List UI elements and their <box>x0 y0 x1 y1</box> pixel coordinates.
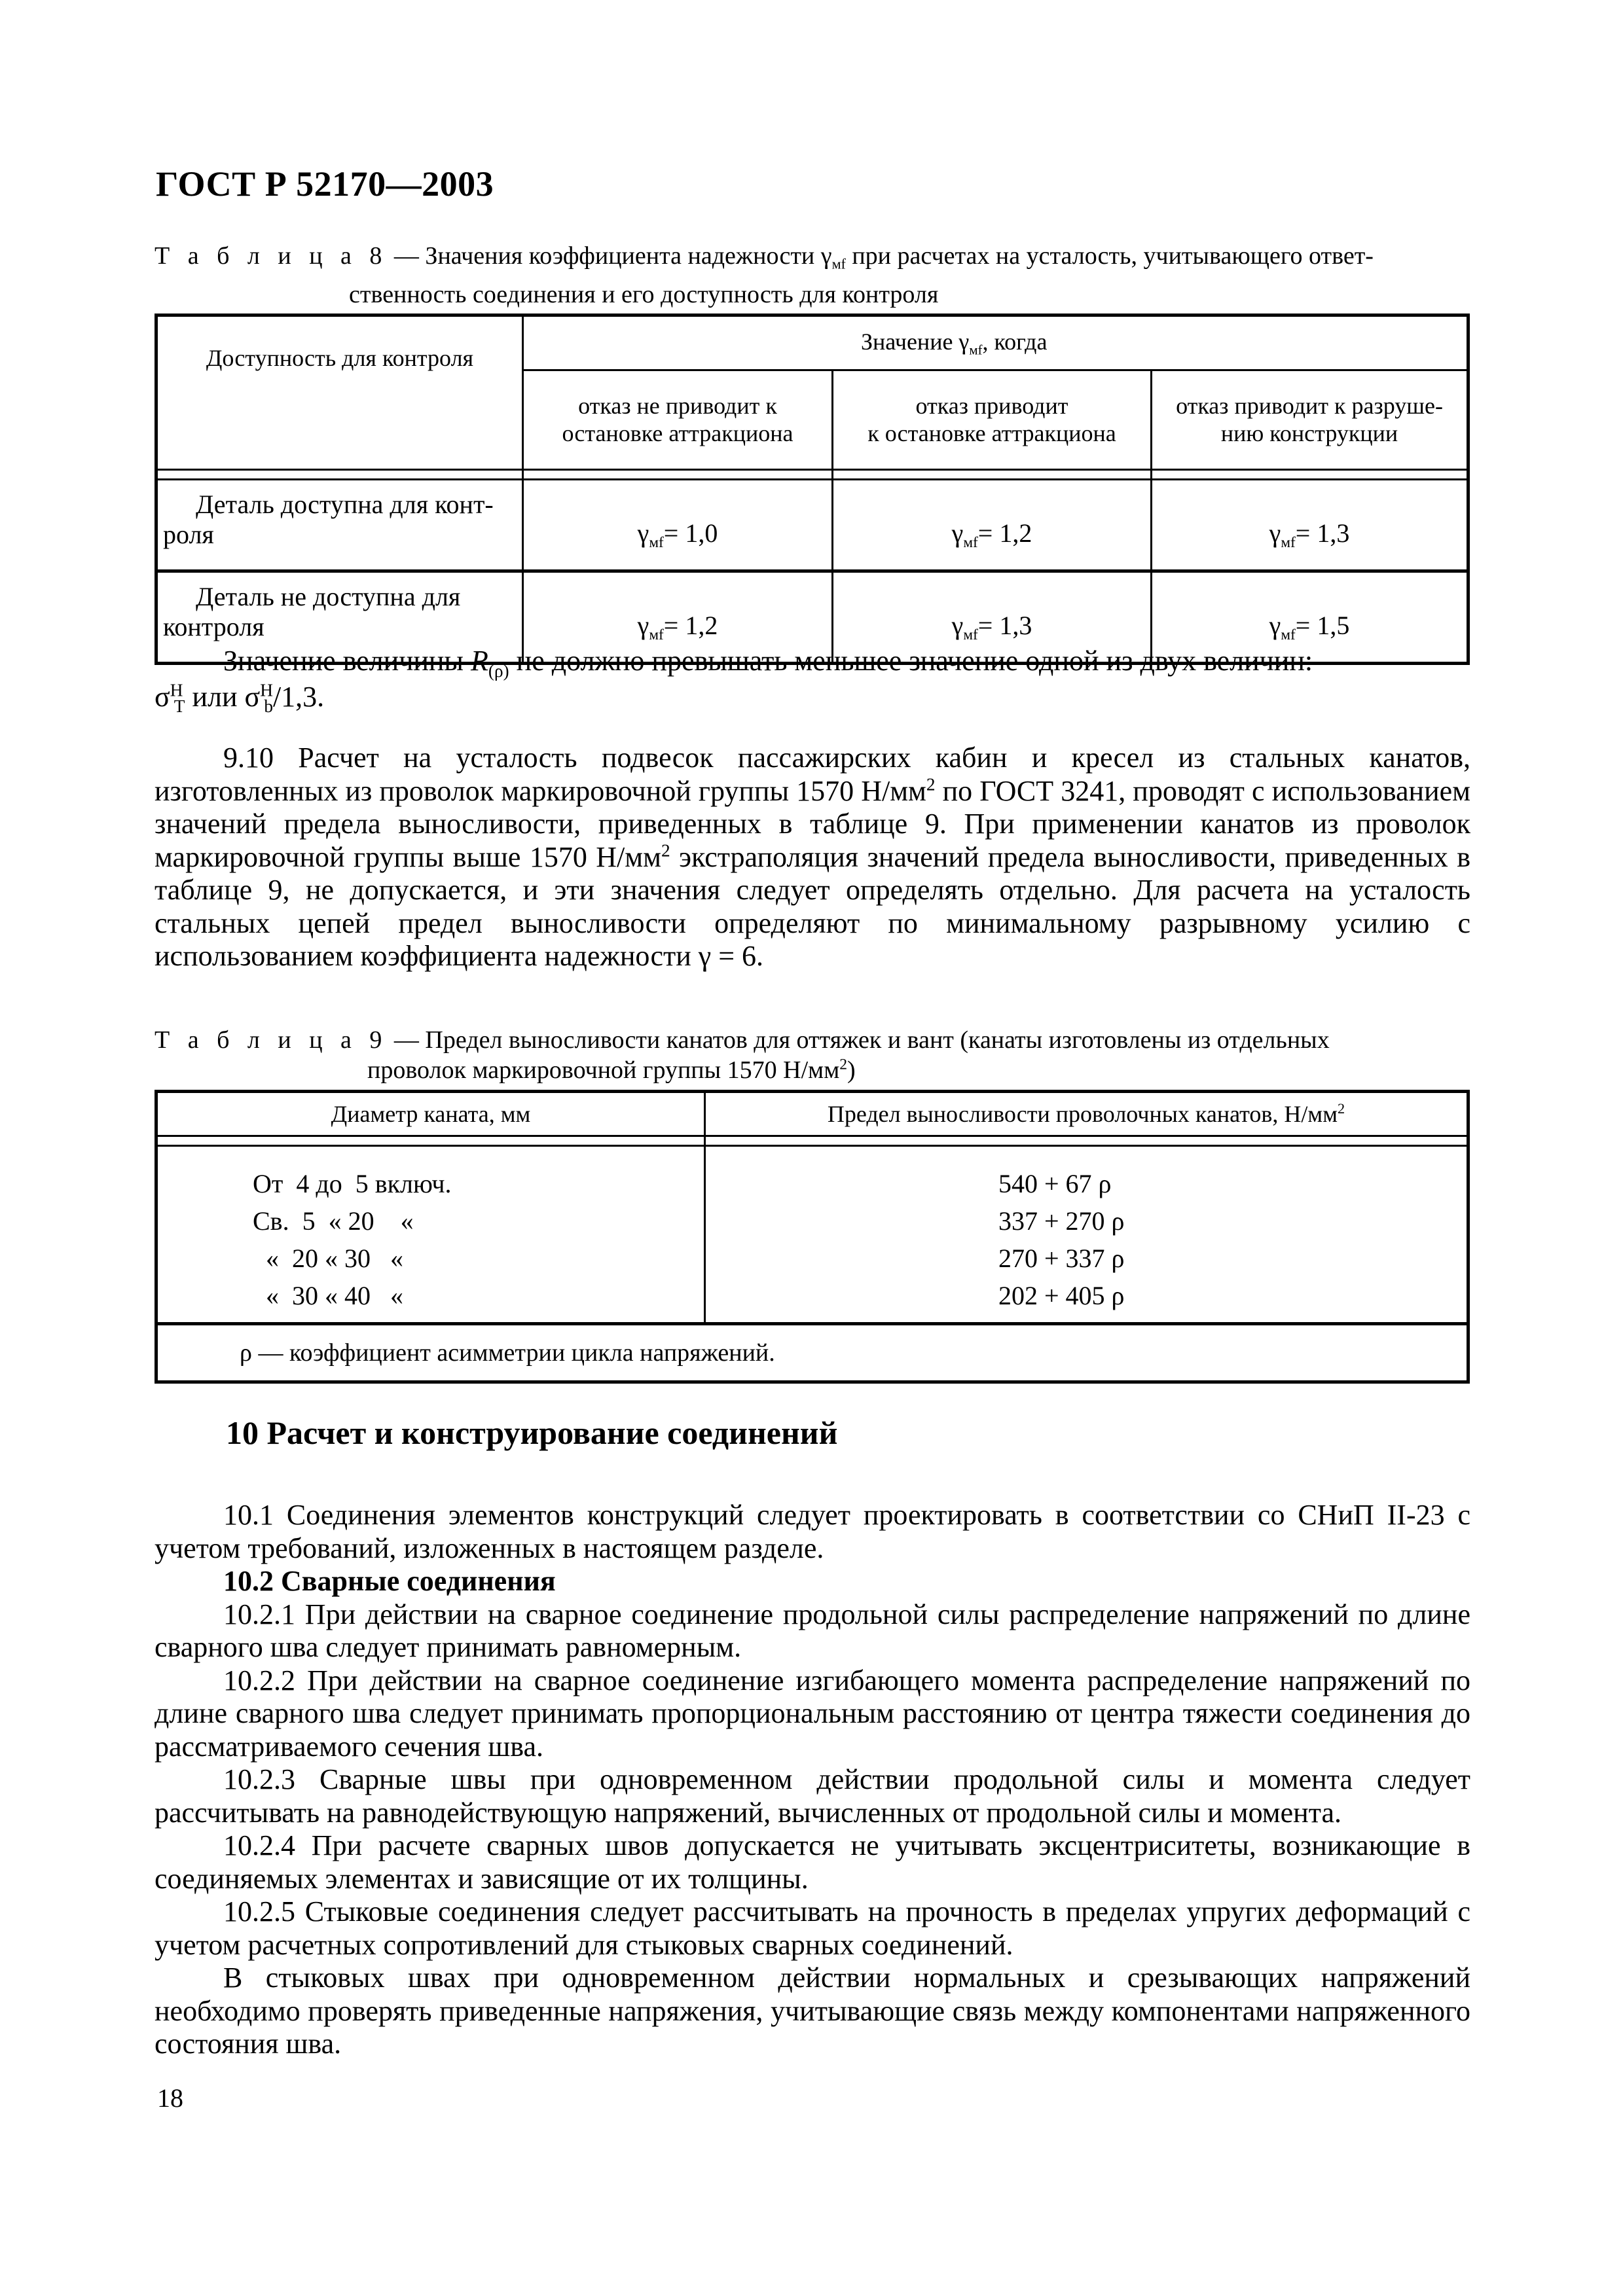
limit-value: 202 + 405 ρ <box>998 1281 1125 1310</box>
paragraph-10-2-3: 10.2.3 Сварные швы при одновременном действии продольной силы и момента следует рассчитывать на равнодействующую напряжений, вычисленных от продольной силы и момента. <box>155 1763 1470 1829</box>
table8-subheader: отказ приводит к остановке аттракциона <box>833 370 1152 469</box>
diameter-value: Св. 5 « 20 « <box>253 1206 414 1236</box>
diameter-value: « 30 « 40 « <box>253 1281 403 1310</box>
row-label: Деталь не доступна для контроля <box>156 571 523 664</box>
paragraph-10-2-1: 10.2.1 При действии на сварное соединение продольной силы распределение напряжений по длине сварного шва следует принимать равномерным. <box>155 1598 1470 1663</box>
table8 <box>155 314 1470 665</box>
table9-caption: Т а б л и ц а 9 — Предел выносливости канатов для оттяжек и вант (канаты изготовлены из отдельных проволок маркировочной группы 1570 $Н/мм^2$) <box>155 1026 1330 1084</box>
table8-col-header-availability: Доступность для контроля <box>156 315 523 470</box>
table8-caption: Т а б л и ц а 8 — Значения коэффициента надежности $\gamma_{мf}$ при расчетах на усталость, учитывающего ответ- ственность соединения и его доступность для контроля <box>155 242 1374 308</box>
paragraph-r-limit: Значение величины $R_{(\rho)}$ не должно превышать меньшее значение одной из двух величин: $\sigma^Н_Т$ или $\sigma^Н_b/1,3$. <box>155 645 1313 717</box>
table9-note: ρ — коэффициент асимметрии цикла напряжений. <box>156 1324 1468 1382</box>
diameter-column <box>156 1146 705 1324</box>
diameter-value: « 20 « 30 « <box>253 1244 403 1273</box>
table9-caption-label: Т а б л и ц а 9 <box>155 1026 388 1054</box>
cell-value: $\gamma_{мf}= 1,3$ <box>1152 480 1468 571</box>
table-row <box>156 1146 1468 1324</box>
paragraph-10-2-4: 10.2.4 При расчете сварных швов допускается не учитывать эксцентриситеты, возникающие в соединяемых элементах и зависящие от их толщины. <box>155 1829 1470 1895</box>
limit-value: 540 + 67 ρ <box>998 1169 1112 1198</box>
paragraph-10-1: 10.1 Соединения элементов конструкций следует проектировать в соответствии со СНиП II-23 с учетом требований, изложенных в настоящем разделе. <box>155 1499 1470 1564</box>
table8-subheader: отказ не приводит к остановке аттракциона <box>523 370 833 469</box>
cell-value: $\gamma_{мf}= 1,5$ <box>1152 571 1468 664</box>
table-row <box>156 480 1468 571</box>
cell-value: $\gamma_{мf}= 1,2$ <box>833 480 1152 571</box>
table8-caption-label: Т а б л и ц а 8 <box>155 242 388 270</box>
subsection-heading: 10.2 Сварные соединения <box>223 1565 556 1597</box>
limit-value: 270 + 337 ρ <box>998 1244 1125 1273</box>
cell-value: $\gamma_{мf}= 1,3$ <box>833 571 1152 664</box>
limit-column <box>705 1146 1468 1324</box>
section10-body <box>155 1499 1470 2061</box>
paragraph-9-10: 9.10 Расчет на усталость подвесок пассажирских кабин и кресел из стальных канатов, изготовленных из проволок маркировочной группы 1570 $Н/мм^2$ по ГОСТ 3241, проводят с использованием значений предела выносливости, приведенных в таблице 9. При применении канатов из проволок маркировочной группы выше 1570 $Н/мм^2$ экстраполяция значений предела выносливости, приведенных в таблице 9, не допускается, и эти значения следует определять отдельно. Для расчета на усталость стальных цепей предел выносливости определяют по минимальному разрывному усилию с использованием коэффициента надежности γ = 6. <box>155 742 1471 972</box>
document-header: ГОСТ Р 52170—2003 <box>156 164 494 204</box>
diameter-value: От 4 до 5 включ. <box>253 1169 452 1198</box>
paragraph-butt-welds: В стыковых швах при одновременном действии нормальных и срезывающих напряжений необходимо проверять приведенные напряжения, учитывающие связь между компонентами напряженного состояния шва. <box>155 1962 1470 2060</box>
table8-subheader: отказ приводит к разруше- нию конструкции <box>1152 370 1468 469</box>
table9 <box>155 1090 1470 1384</box>
paragraph-10-2-5: 10.2.5 Стыковые соединения следует рассчитывать на прочность в пределах упругих деформаций с учетом расчетных сопротивлений для стыковых сварных соединений. <box>155 1895 1470 1961</box>
table9-col-header-limit: Предел выносливости проволочных канатов, $Н/мм^2$ <box>705 1092 1468 1136</box>
paragraph-10-2-2: 10.2.2 При действии на сварное соединение изгибающего момента распределение напряжений по длине сварного шва следует принимать пропорциональным расстоянию от центра тяжести соединения до рассматриваемого сечения шва. <box>155 1664 1470 1763</box>
table9-col-header-diameter: Диаметр каната, мм <box>156 1092 705 1136</box>
section-heading: 10 Расчет и конструирование соединений <box>226 1414 838 1451</box>
limit-value: 337 + 270 ρ <box>998 1206 1125 1236</box>
cell-value: $\gamma_{мf}= 1,0$ <box>523 480 833 571</box>
cell-value: $\gamma_{мf}= 1,2$ <box>523 571 833 664</box>
table8-group-header: Значение $\gamma_{мf}$, когда <box>523 315 1468 370</box>
page-number: 18 <box>157 2083 183 2113</box>
row-label: Деталь доступна для конт- роля <box>156 480 523 571</box>
